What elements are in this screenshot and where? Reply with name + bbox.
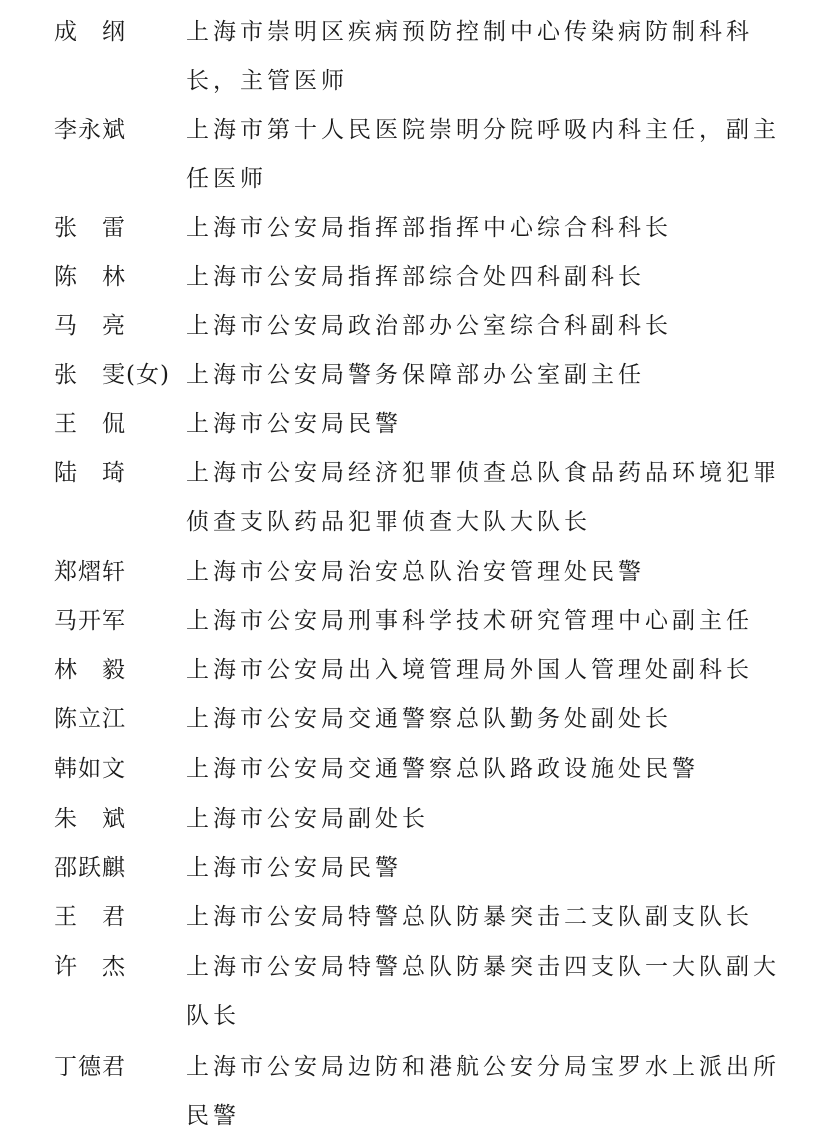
person-name: 林 毅 — [54, 657, 126, 683]
person-name: 成 纲 — [54, 19, 126, 45]
person-position: 上海市崇明区疾病预防控制中心传染病防制科科长，主管医师 — [186, 19, 753, 94]
person-name: 王 侃 — [54, 411, 126, 437]
person-position: 上海市公安局刑事科学技术研究管理中心副主任 — [186, 608, 753, 634]
person-name: 郑熠轩 — [54, 559, 126, 585]
person-position: 上海市公安局交通警察总队勤务处副处长 — [186, 706, 672, 732]
person-name: 邵跃麒 — [54, 855, 126, 881]
person-position: 上海市公安局边防和港航公安分局宝罗水上派出所民警 — [186, 1054, 780, 1129]
person-name: 丁德君 — [54, 1054, 126, 1080]
person-name: 韩如文 — [54, 756, 126, 782]
person-name: 陆 琦 — [54, 460, 126, 486]
person-position: 上海市公安局经济犯罪侦查总队食品药品环境犯罪侦查支队药品犯罪侦查大队大队长 — [186, 460, 780, 535]
person-name: 李永斌 — [54, 117, 126, 143]
person-name: 张 雷 — [54, 215, 126, 241]
person-position: 上海市公安局指挥部指挥中心综合科科长 — [186, 215, 672, 241]
person-name: 陈 林 — [54, 264, 126, 290]
person-name: 许 杰 — [54, 954, 126, 980]
person-position: 上海市公安局出入境管理局外国人管理处副科长 — [186, 657, 753, 683]
person-name: 马开军 — [54, 608, 126, 634]
person-position: 上海市公安局指挥部综合处四科副科长 — [186, 264, 645, 290]
person-name: 朱 斌 — [54, 806, 126, 832]
person-position: 上海市公安局警务保障部办公室副主任 — [186, 362, 645, 388]
person-name: 马 亮 — [54, 313, 126, 339]
person-position: 上海市公安局治安总队治安管理处民警 — [186, 559, 645, 585]
person-position: 上海市公安局副处长 — [186, 806, 429, 832]
person-position: 上海市第十人民医院崇明分院呼吸内科主任，副主任医师 — [186, 117, 780, 192]
person-name: 王 君 — [54, 904, 126, 930]
person-name: 张 雯(女) — [54, 362, 170, 388]
person-position: 上海市公安局特警总队防暴突击四支队一大队副大队长 — [186, 954, 780, 1029]
person-name: 陈立江 — [54, 706, 126, 732]
person-position: 上海市公安局政治部办公室综合科副科长 — [186, 313, 672, 339]
person-position: 上海市公安局民警 — [186, 411, 402, 437]
person-position: 上海市公安局民警 — [186, 855, 402, 881]
person-position: 上海市公安局交通警察总队路政设施处民警 — [186, 756, 699, 782]
person-position: 上海市公安局特警总队防暴突击二支队副支队长 — [186, 904, 753, 930]
